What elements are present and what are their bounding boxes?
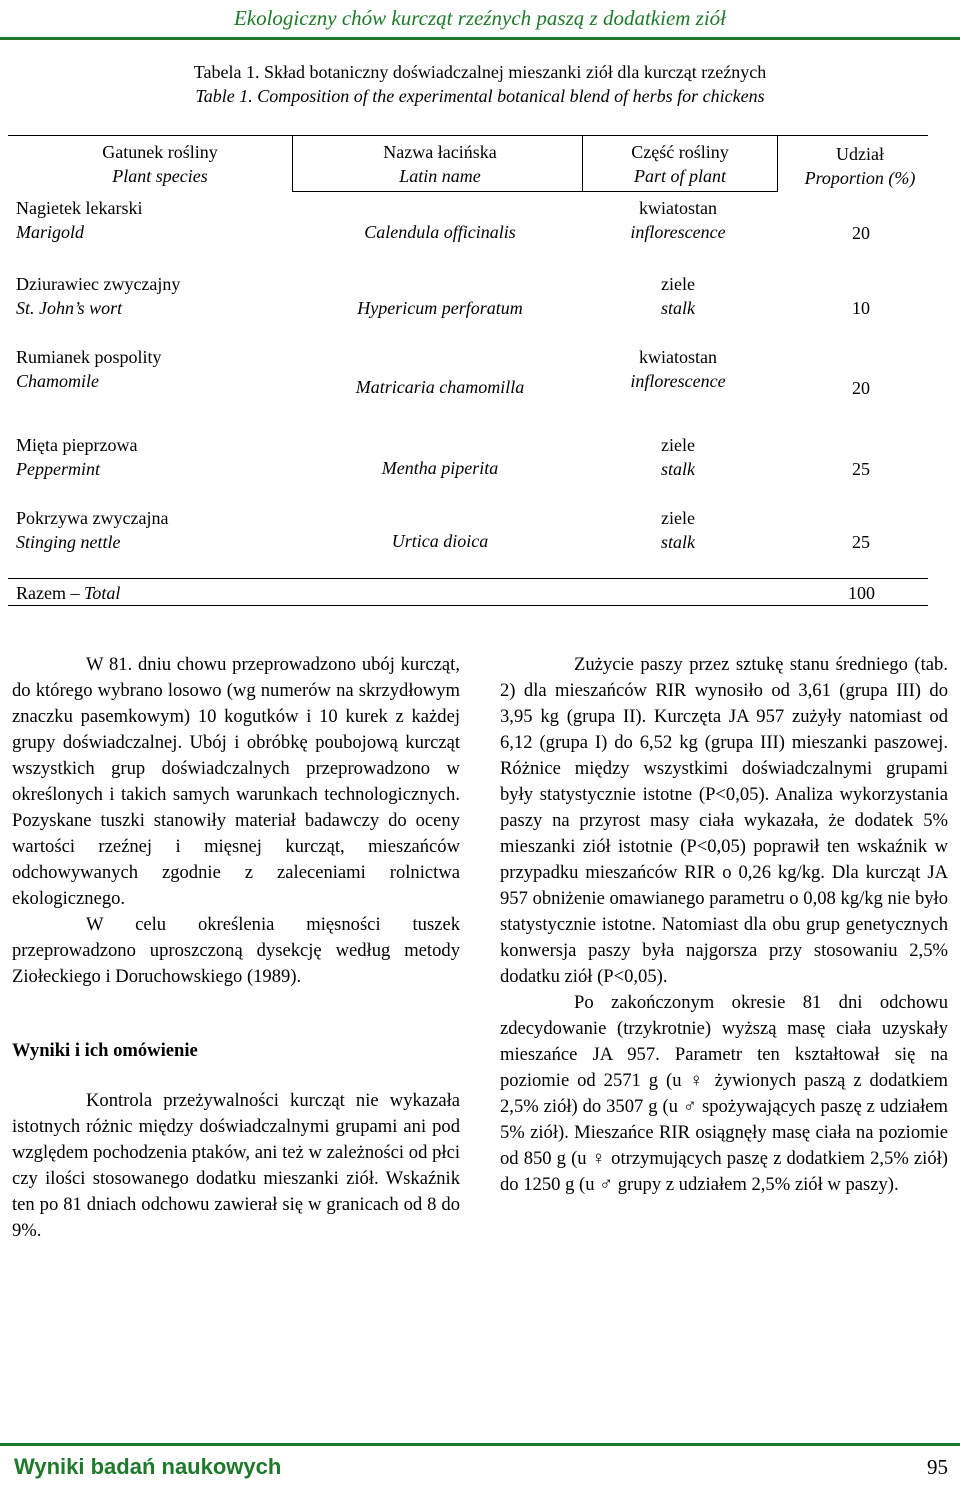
table-bottom-rule: [8, 605, 928, 606]
proportion-value: 25: [852, 459, 870, 479]
proportion-value: 25: [852, 532, 870, 552]
latin-name: Hypericum perforatum: [357, 298, 523, 318]
latin-name: Matricaria chamomilla: [355, 377, 525, 397]
header-latin: Nazwa łacińska Latin name: [383, 142, 497, 186]
table-top-rule: [8, 135, 928, 136]
proportion-value: 10: [852, 298, 870, 318]
header-bottom-rule: [292, 191, 778, 192]
total-label: Razem – Total: [16, 583, 121, 603]
table-caption-pl: Tabela 1. Skład botaniczny doświadczalnej mieszanki ziół dla kurcząt rzeźnych: [193, 62, 767, 82]
latin-name: Calendula officinalis: [364, 222, 516, 242]
table-row: Pokrzywa zwyczajna Stinging nettle: [16, 508, 169, 552]
right-text-column: [500, 652, 948, 1198]
left-text-column: [12, 652, 460, 1244]
plant-part: ziele stalk: [661, 508, 695, 552]
total-top-rule: [8, 578, 928, 579]
table-row: Nagietek lekarski Marigold: [16, 198, 143, 242]
plant-part: kwiatostan inflorescence: [630, 198, 726, 242]
paragraph: Po zakończonym okresie 81 dni odchowu zdecydowanie (trzykrotnie) wyższą masę ciała uzyskały mieszańce JA 957. Parametr ten kształtował się na poziomie od 2571 g (u ♀ żywionych paszą z dodatkiem 2,5% ziół) do 3507 g (u ♂ spożywających paszę z udziałem 5% ziół). Mieszańce RIR osiągnęły masę ciała na poziomie od 850 g (u ♀ otrzymujących paszę z dodatkiem 2,5% ziół) do 1250 g (u ♂ grupy z udziałem 2,5% ziół w paszy).: [500, 992, 948, 1195]
section-heading: Wyniki i ich omówienie: [12, 1040, 198, 1061]
page-number: 95: [927, 1455, 948, 1479]
header-rule: [0, 37, 960, 40]
plant-part: kwiatostan inflorescence: [630, 347, 726, 391]
total-value: 100: [848, 583, 875, 603]
footer-section-title: Wyniki badań naukowych: [14, 1454, 282, 1479]
latin-name: Mentha piperita: [381, 458, 499, 478]
latin-name: Urtica dioica: [391, 531, 489, 551]
running-header: Ekologiczny chów kurcząt rzeźnych paszą z dodatkiem ziół: [233, 6, 727, 30]
header-species: Gatunek rośliny Plant species: [102, 142, 218, 186]
footer-rule: [0, 1443, 960, 1446]
header-proportion: Udział Proportion (%): [804, 144, 916, 188]
paragraph: Zużycie paszy przez sztukę stanu średniego (tab. 2) dla mieszańców RIR wynosiło od 3,61 (grupa III) do 3,95 kg (grupa II). Kurczęta JA 957 zużyły natomiast od 6,12 (grupa I) do 6,52 kg (grupa III) mieszanki paszowej. Różnice między wszystkimi doświadczalnymi grupami były statystycznie istotne (P<0,05). Analiza wykorzystania paszy na przyrost masy ciała wykazała, że dodatek 5% mieszanki ziół istotnie (P<0,05) poprawił ten wskaźnik w przypadku mieszańców RIR o 0,26 kg/kg. Dla kurcząt JA 957 obniżenie omawianego parametru o 0,08 kg/kg nie było statystycznie istotne. Natomiast dla obu grup genetycznych konwersja paszy była najgorsza przy stosowaniu 2,5% dodatku ziół (P<0,05).: [500, 654, 948, 987]
plant-part: ziele stalk: [661, 435, 695, 479]
paragraph: W 81. dniu chowu przeprowadzono ubój kurcząt, do którego wybrano losowo (wg numerów na skrzydłowym znaczku pasemkowym) 10 kogutków i 10 kurek z każdej grupy doświadczalnej. Ubój i obróbkę poubojową kurcząt wszystkich grup doświadczalnych przeprowadzono w określonych i takich samych warunkach technologicznych. Pozyskane tuszki stanowiły materiał badawczy do oceny wartości rzeźnej i mięsnej kurcząt, mieszańców odchowywanych zgodnie z zaleceniami rolnictwa ekologicznego.: [12, 654, 460, 909]
paragraph: W celu określenia mięsności tuszek przeprowadzono uproszczoną dysekcję według metody Ziołeckiego i Doruchowskiego (1989).: [12, 914, 460, 987]
header-separator: [292, 135, 293, 192]
proportion-value: 20: [852, 378, 870, 398]
header-part: Część rośliny Part of plant: [631, 142, 729, 186]
plant-part: ziele stalk: [661, 274, 695, 318]
table-row: Mięta pieprzowa Peppermint: [16, 435, 138, 479]
table-row: Rumianek pospolity Chamomile: [16, 347, 162, 391]
table-caption-en: Table 1. Composition of the experimental botanical blend of herbs for chickens: [195, 86, 765, 106]
table-row: Dziurawiec zwyczajny St. John’s wort: [16, 274, 181, 318]
proportion-value: 20: [852, 223, 870, 243]
paragraph: Kontrola przeżywalności kurcząt nie wykazała istotnych różnic między doświadczalnymi grupami ani pod względem pochodzenia ptaków, ani też w zależności od płci czy ilości stosowanego dodatku mieszanki ziół. Wskaźnik ten po 81 dniach odchowu zawierał się w granicach od 8 do 9%.: [12, 1090, 460, 1241]
